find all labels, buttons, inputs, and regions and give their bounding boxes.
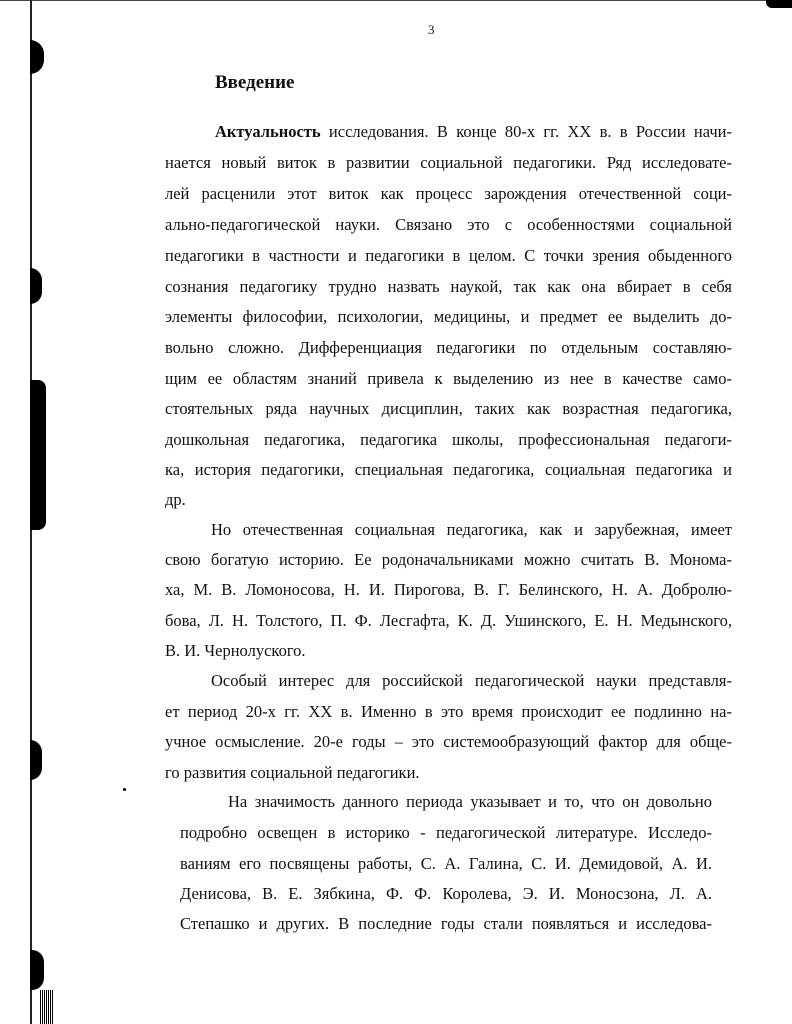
page-heading: Введение (215, 72, 295, 93)
paragraph-line: ваниям его посвящены работы, С. А. Галина, С. И. Демидовой, А. И. (180, 854, 712, 873)
paragraph-line: Степашко и других. В последние годы стали появляться и исследова- (180, 914, 712, 933)
paragraph-line: стоятельных ряда научных дисциплин, таких как возрастная педагогика, (165, 399, 732, 418)
lead-bold-term: Актуальность (215, 122, 321, 141)
paragraph-line: ет период 20-х гг. XX в. Именно в это время происходит ее подлинно на- (165, 702, 732, 721)
paragraph-line: вольно сложно. Дифференциация педагогики по отдельным составляю- (165, 338, 732, 357)
paragraph-line: ха, М. В. Ломоносова, Н. И. Пирогова, В. Г. Белинского, Н. А. Добролю- (165, 580, 732, 599)
paragraph-line: дошкольная педагогика, педагогика школы, профессиональная педагоги- (165, 430, 732, 449)
paragraph-line: В. И. Чернолуского. (165, 641, 306, 660)
paragraph-line: нается новый виток в развитии социальной педагогики. Ряд исследовате- (165, 153, 732, 172)
scan-speck (123, 788, 126, 791)
paragraph-line: сознания педагогику трудно назвать наукой, так как она вбирает в себя (165, 277, 732, 296)
paragraph-line: бова, Л. Н. Толстого, П. Ф. Лесгафта, К. Д. Ушинского, Е. Н. Медынского, (165, 611, 732, 630)
binding-hole-mark (30, 268, 42, 304)
paragraph-line: др. (165, 490, 186, 509)
page-number: 3 (428, 22, 435, 37)
paragraph-line: Актуальность исследования. В конце 80-х гг. XX в. в России начи- (215, 122, 732, 141)
paragraph-line: Денисова, В. Е. Зябкина, Ф. Ф. Королева, Э. И. Моносзона, Л. А. (180, 884, 712, 903)
paragraph-line: подробно освещен в историко - педагогической литературе. Исследо- (180, 823, 712, 842)
binding-hole-mark (30, 40, 44, 74)
binding-hole-mark (30, 950, 44, 990)
paragraph-line: ка, история педагогики, специальная педагогика, социальная педагогика и (165, 460, 732, 479)
paragraph-line: щим ее областям знаний привела к выделению из нее в качестве само- (165, 369, 732, 388)
paragraph-line: Особый интерес для российской педагогической науки представля- (211, 671, 732, 690)
paragraph-line: На значимость данного периода указывает и то, что он довольно (228, 792, 712, 811)
paragraph-line: учное осмысление. 20-е годы – это системообразующий фактор для обще- (165, 732, 732, 751)
binding-shadow-mark (30, 380, 46, 530)
paragraph-line: элементы философии, психологии, медицины, и предмет ее выделить до- (165, 307, 732, 326)
scan-corner-artifact (766, 0, 792, 8)
paragraph-line: ально-педагогической науки. Связано это с особенностями социальной (165, 215, 732, 234)
binding-hole-mark (30, 740, 42, 780)
paragraph-line: го развития социальной педагогики. (165, 763, 420, 782)
scan-streak (40, 990, 54, 1024)
paragraph-line: лей расценили этот виток как процесс зарождения отечественной соци- (165, 184, 732, 203)
paragraph-line: свою богатую историю. Ее родоначальниками можно считать В. Монома- (165, 550, 732, 569)
paragraph-line: педагогики в частности и педагогики в целом. С точки зрения обыденного (165, 246, 732, 265)
scan-edge-top (0, 0, 792, 1)
paragraph-line: Но отечественная социальная педагогика, как и зарубежная, имеет (211, 520, 732, 539)
